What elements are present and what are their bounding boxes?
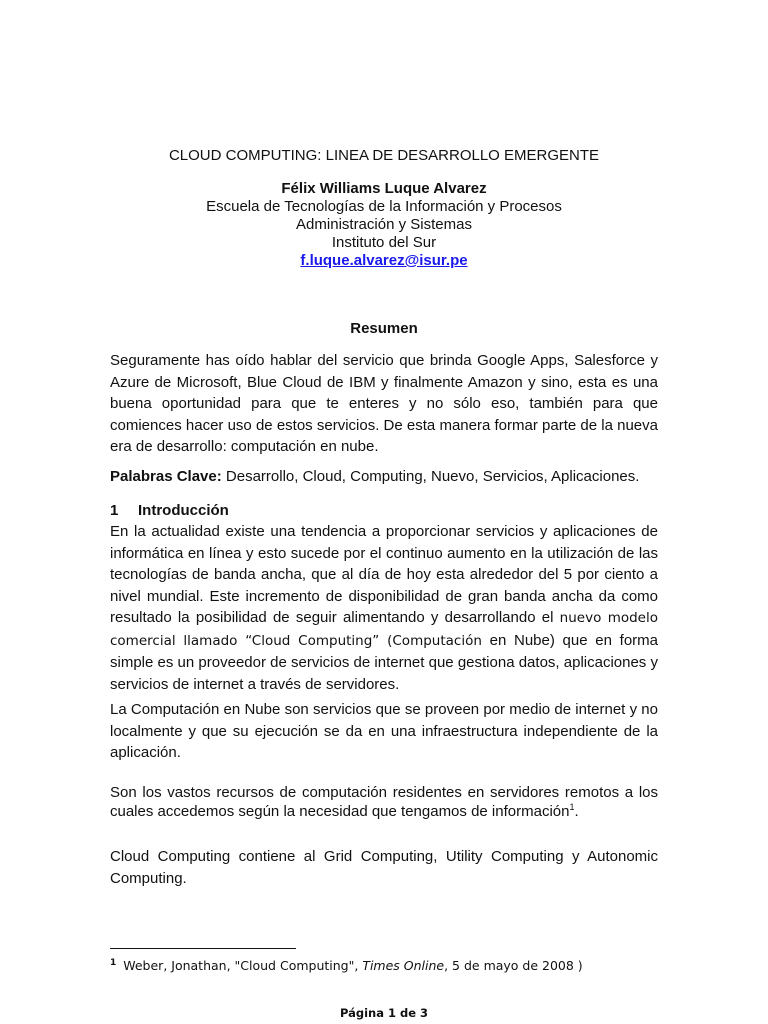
intro-text-a: En la actualidad existe una tendencia a proporcionar servicios y aplicaciones de informática en línea y esto sucede por el continuo aumento en la utilización de las tecnologías de banda ancha, que al día de hoy esta alrededor del 5 por ciento a nivel mundial. Este incremento de disponibilidad de gran banda ancha da como resultado la posibilidad de seguir alimentando y desarrollando el	[110, 523, 658, 626]
page-footer: Página 1 de 3	[339, 1006, 429, 1020]
grid-paragraph: Cloud Computing contiene al Grid Computing, Utility Computing y Autonomic Computing.	[110, 848, 658, 887]
author-email	[0, 252, 768, 270]
resources-text-end: .	[574, 803, 579, 820]
footnote-source: Times Online	[362, 958, 445, 973]
affiliation-line-3: Instituto del Sur	[331, 234, 437, 251]
document-title: CLOUD COMPUTING: LINEA DE DESARROLLO EMERGENTE	[168, 147, 600, 164]
abstract-heading: Resumen	[350, 320, 418, 337]
intro-text-b: nuevo modelo comercial llamado “Cloud Computing” (Computación	[110, 610, 658, 649]
footnote	[110, 958, 670, 974]
keywords-paragraph	[110, 466, 658, 488]
footnote-text-b: , 5 de mayo de 2008 )	[444, 958, 583, 973]
intro-text-c: en Nube) que en forma simple es un proveedor de servicios de internet que gestiona datos, aplicaciones y servicios de internet a través de servidores.	[110, 631, 659, 693]
resources-text: Son los vastos recursos de computación residentes en servidores remotos a los cuales accedemos según la necesidad que tengamos de información	[110, 784, 658, 820]
author-name: Félix Williams Luque Alvarez	[281, 180, 487, 197]
keywords-label: Palabras Clave:	[110, 468, 222, 485]
resources-paragraph	[110, 783, 658, 821]
affiliation-line-2: Administración y Sistemas	[296, 216, 472, 233]
keywords-text: Desarrollo, Cloud, Computing, Nuevo, Servicios, Aplicaciones.	[221, 468, 640, 485]
intro-paragraph	[110, 521, 658, 695]
footnote-reference[interactable]: 1	[569, 802, 575, 812]
section-title: Introducción	[138, 502, 229, 519]
abstract-paragraph: Seguramente has oído hablar del servicio que brinda Google Apps, Salesforce y Azure de Microsoft, Blue Cloud de IBM y finalmente Amazon y sino, esta es una buena oportunidad para que te enteres y no sólo eso, también para que comiences hacer uso de estos servicios. De esta manera formar parte de la nueva era de desarrollo: computación en nube.	[110, 352, 658, 455]
footnote-text-a: Weber, Jonathan, "Cloud Computing",	[119, 958, 363, 973]
affiliation-line-1: Escuela de Tecnologías de la Información y Procesos	[206, 198, 562, 215]
footnote-divider	[110, 948, 296, 949]
footnote-number: 1	[110, 957, 117, 968]
email-link[interactable]: f.luque.alvarez@isur.pe	[300, 252, 468, 269]
section-number: 1	[110, 502, 119, 519]
section-heading	[110, 502, 229, 519]
cloud-definition-paragraph: La Computación en Nube son servicios que se proveen por medio de internet y no localmente y que su ejecución se da en una infraestructura independiente de la aplicación.	[110, 701, 658, 761]
